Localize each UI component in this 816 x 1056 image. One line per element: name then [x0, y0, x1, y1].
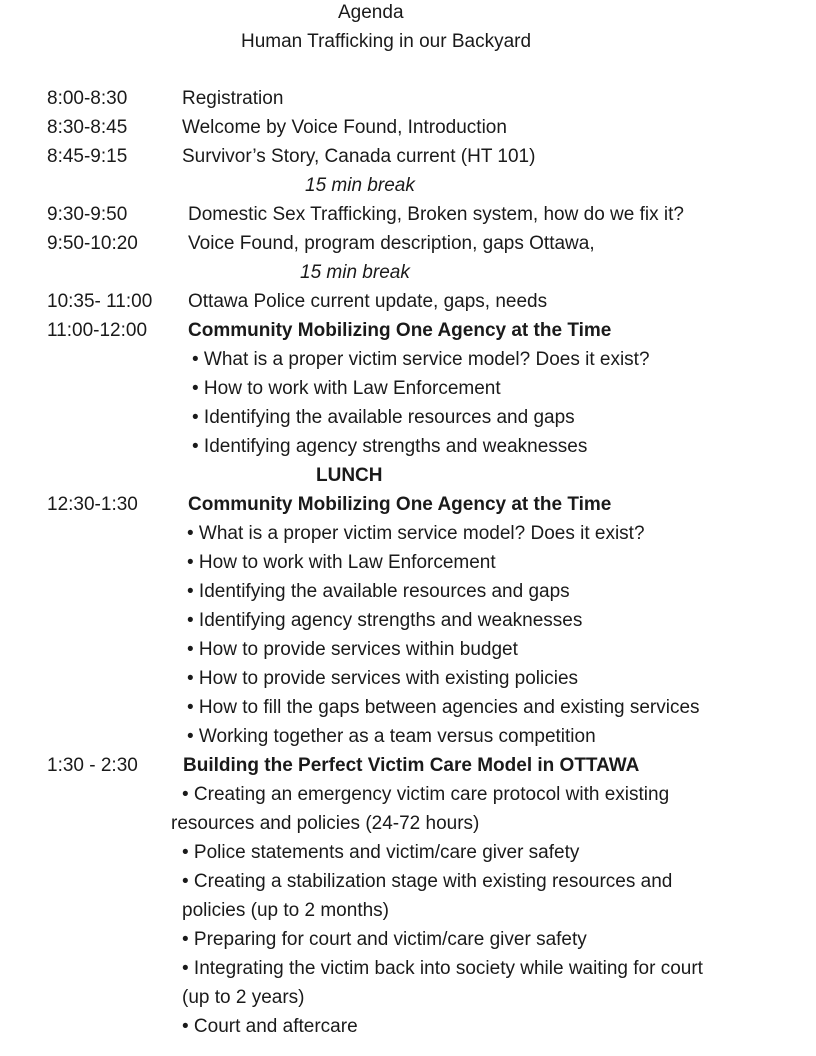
bullet-item: • Creating a stabilization stage with existing resources and	[182, 871, 673, 892]
bullet-item: • Integrating the victim back into society while waiting for court	[182, 958, 703, 979]
session-title: Building the Perfect Victim Care Model in OTTAWA	[183, 755, 640, 776]
bullet-item: • Identifying agency strengths and weaknesses	[192, 436, 588, 457]
schedule-time: 10:35- 11:00	[47, 291, 153, 312]
bullet-item: • Identifying the available resources and gaps	[187, 581, 570, 602]
bullet-item: • Identifying agency strengths and weaknesses	[187, 610, 583, 631]
bullet-continuation: resources and policies (24-72 hours)	[171, 813, 480, 834]
schedule-item: Domestic Sex Trafficking, Broken system, how do we fix it?	[188, 204, 684, 225]
bullet-item: • Court and aftercare	[182, 1016, 358, 1037]
schedule-time: 9:30-9:50	[47, 204, 128, 225]
bullet-item: • Creating an emergency victim care protocol with existing	[182, 784, 670, 805]
bullet-item: • How to work with Law Enforcement	[192, 378, 501, 399]
agenda-subtitle: Human Trafficking in our Backyard	[241, 31, 532, 52]
bullet-continuation: policies (up to 2 months)	[182, 900, 389, 921]
bullet-item: • How to provide services within budget	[187, 639, 518, 660]
schedule-time: 1:30 - 2:30	[47, 755, 138, 776]
schedule-item: Welcome by Voice Found, Introduction	[182, 117, 507, 138]
bullet-item: • Preparing for court and victim/care giver safety	[182, 929, 587, 950]
schedule-time: 8:00-8:30	[47, 88, 128, 109]
schedule-time: 8:45-9:15	[47, 146, 128, 167]
bullet-item: • Police statements and victim/care giver safety	[182, 842, 580, 863]
session-title: Community Mobilizing One Agency at the Time	[188, 320, 612, 341]
session-title: Community Mobilizing One Agency at the Time	[188, 494, 612, 515]
schedule-item: Survivor’s Story, Canada current (HT 101)	[182, 146, 536, 167]
bullet-item: • How to provide services with existing policies	[187, 668, 579, 689]
bullet-item: • How to fill the gaps between agencies and existing services	[187, 697, 700, 718]
schedule-time: 12:30-1:30	[47, 494, 138, 515]
schedule-item: Voice Found, program description, gaps Ottawa,	[188, 233, 595, 254]
schedule-time: 8:30-8:45	[47, 117, 128, 138]
schedule-time: 9:50-10:20	[47, 233, 138, 254]
bullet-item: • Identifying the available resources and gaps	[192, 407, 575, 428]
bullet-item: • What is a proper victim service model? Does it exist?	[187, 523, 645, 544]
agenda-title: Agenda	[338, 2, 404, 23]
schedule-time: 11:00-12:00	[47, 320, 148, 341]
schedule-item: Ottawa Police current update, gaps, needs	[188, 291, 548, 312]
bullet-item: • How to work with Law Enforcement	[187, 552, 496, 573]
break-label: 15 min break	[305, 175, 415, 196]
break-label: 15 min break	[300, 262, 410, 283]
bullet-continuation: (up to 2 years)	[182, 987, 305, 1008]
schedule-item: Registration	[182, 88, 284, 109]
bullet-item: • Working together as a team versus competition	[187, 726, 596, 747]
bullet-item: • What is a proper victim service model? Does it exist?	[192, 349, 650, 370]
lunch-label: LUNCH	[316, 465, 383, 486]
